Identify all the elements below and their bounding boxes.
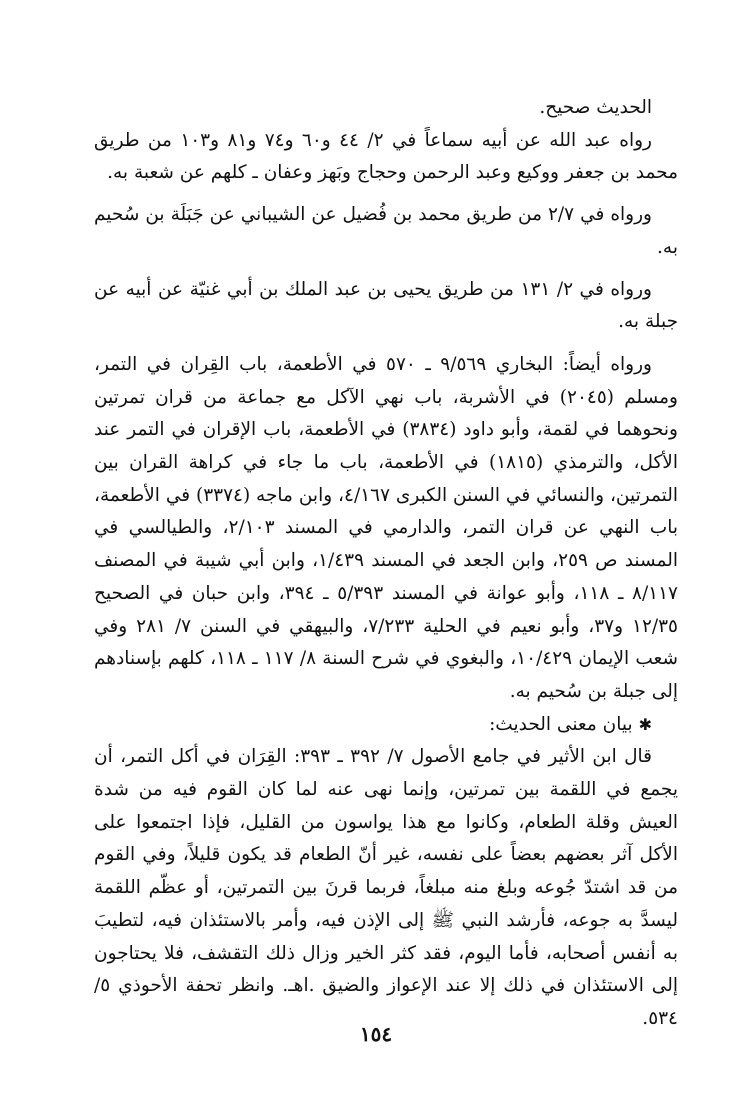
narration-paragraph-1: رواه عبد الله عن أبيه سماعاً في ٢/ ٤٤ و٦٠ و٧٤ و٨١ و١٠٣ من طريق محمد بن جعفر ووكيع وعبد الرحمن وحجاج وبَهز وعفان ـ كلهم عن شعبة به.: [94, 129, 678, 184]
narration-paragraph-2: ورواه في ٢/٧ من طريق محمد بن فُضيل عن الشيباني عن جَبَلَة بن سُحيم به.: [94, 204, 678, 258]
page-number: ١٥٤: [359, 1022, 393, 1046]
page-body: [94, 92, 678, 1036]
sources-paragraph: ورواه أيضاً: البخاري ٩/٥٦٩ ـ ٥٧٠ في الأطعمة، باب القِران في التمر، ومسلم (٢٠٤٥) في الأشربة، باب نهي الآكل مع جماعة من قران تمرتين ونحوهما في لقمة، وأبو داود (٣٨٣٤) في الأطعمة، باب الإقران في التمر عند الأكل، والترمذي (١٨١٥) في الأطعمة، باب ما جاء في كراهة القران بين التمرتين، والنسائي في السنن الكبرى ٤/١٦٧، وابن ماجه (٣٣٧٤) في الأطعمة، باب النهي عن قران التمر، والدارمي في المسند ٢/١٠٣، والطيالسي في المسند ص ٢٥٩، وابن الجعد في المسند ١/٤٣٩، وابن أبي شيبة في المصنف ٨/١١٧ ـ ١١٨، وأبو عوانة في المسند ٥/٣٩٣ ـ ٣٩٤، وابن حبان في الصحيح ١٢/٣٥ و٣٧، وأبو نعيم في الحلية ٧/٢٣٣، والبيهقي في السنن ٧/ ٢٨١ وفي شعب الإيمان ١٠/٤٢٩، والبغوي في شرح السنة ٨/ ١١٧ ـ ١١٨، كلهم بإسنادهم إلى جبلة بن سُحيم به.: [94, 353, 679, 702]
narration-paragraph-3: ورواه في ٢/ ١٣١ من طريق يحيى بن عبد الملك بن أبي غنيّة عن أبيه عن جبلة به.: [94, 278, 678, 333]
meaning-heading: [94, 709, 678, 742]
verdict-paragraph: الحديث صحيح.: [539, 97, 652, 118]
meaning-heading-text: بيان معنى الحديث:: [489, 713, 633, 735]
explanation-paragraph: قال ابن الأثير في جامع الأصول ٧/ ٣٩٢ ـ ٣٩٣: القِرَان في أكل التمر، أن يجمع في اللقمة بين تمرتين، وإنما نهى عنه لما كان القوم فيه من شدة العيش وقلة الطعام، وكانوا مع هذا يواسون من القليل، فإذا اجتمعوا على الأكل آثر بعضهم بعضاً على نفسه، غير أنّ الطعام قد يكون قليلاً، وفي القوم من قد اشتدّ جُوعه وبلغ منه مبلغاً، فربما قرنَ بين التمرتين، أو عظّم اللقمة ليسدَّ به جوعه، فأرشد النبي ﷺ إلى الإذن فيه، وأمر بالاستئذان فيه، لتطيبَ به أنفس أصحابه، فأما اليوم، فقد كثر الخير وزال ذلك التقشف، فلا يحتاجون إلى الاستئذان في ذلك إلا عند الإعواز والضيق .اهـ. وانظر تحفة الأحوذي ٥/ ٥٣٤.: [94, 746, 678, 1029]
asterisk-bullet-icon: ✱: [638, 714, 652, 734]
